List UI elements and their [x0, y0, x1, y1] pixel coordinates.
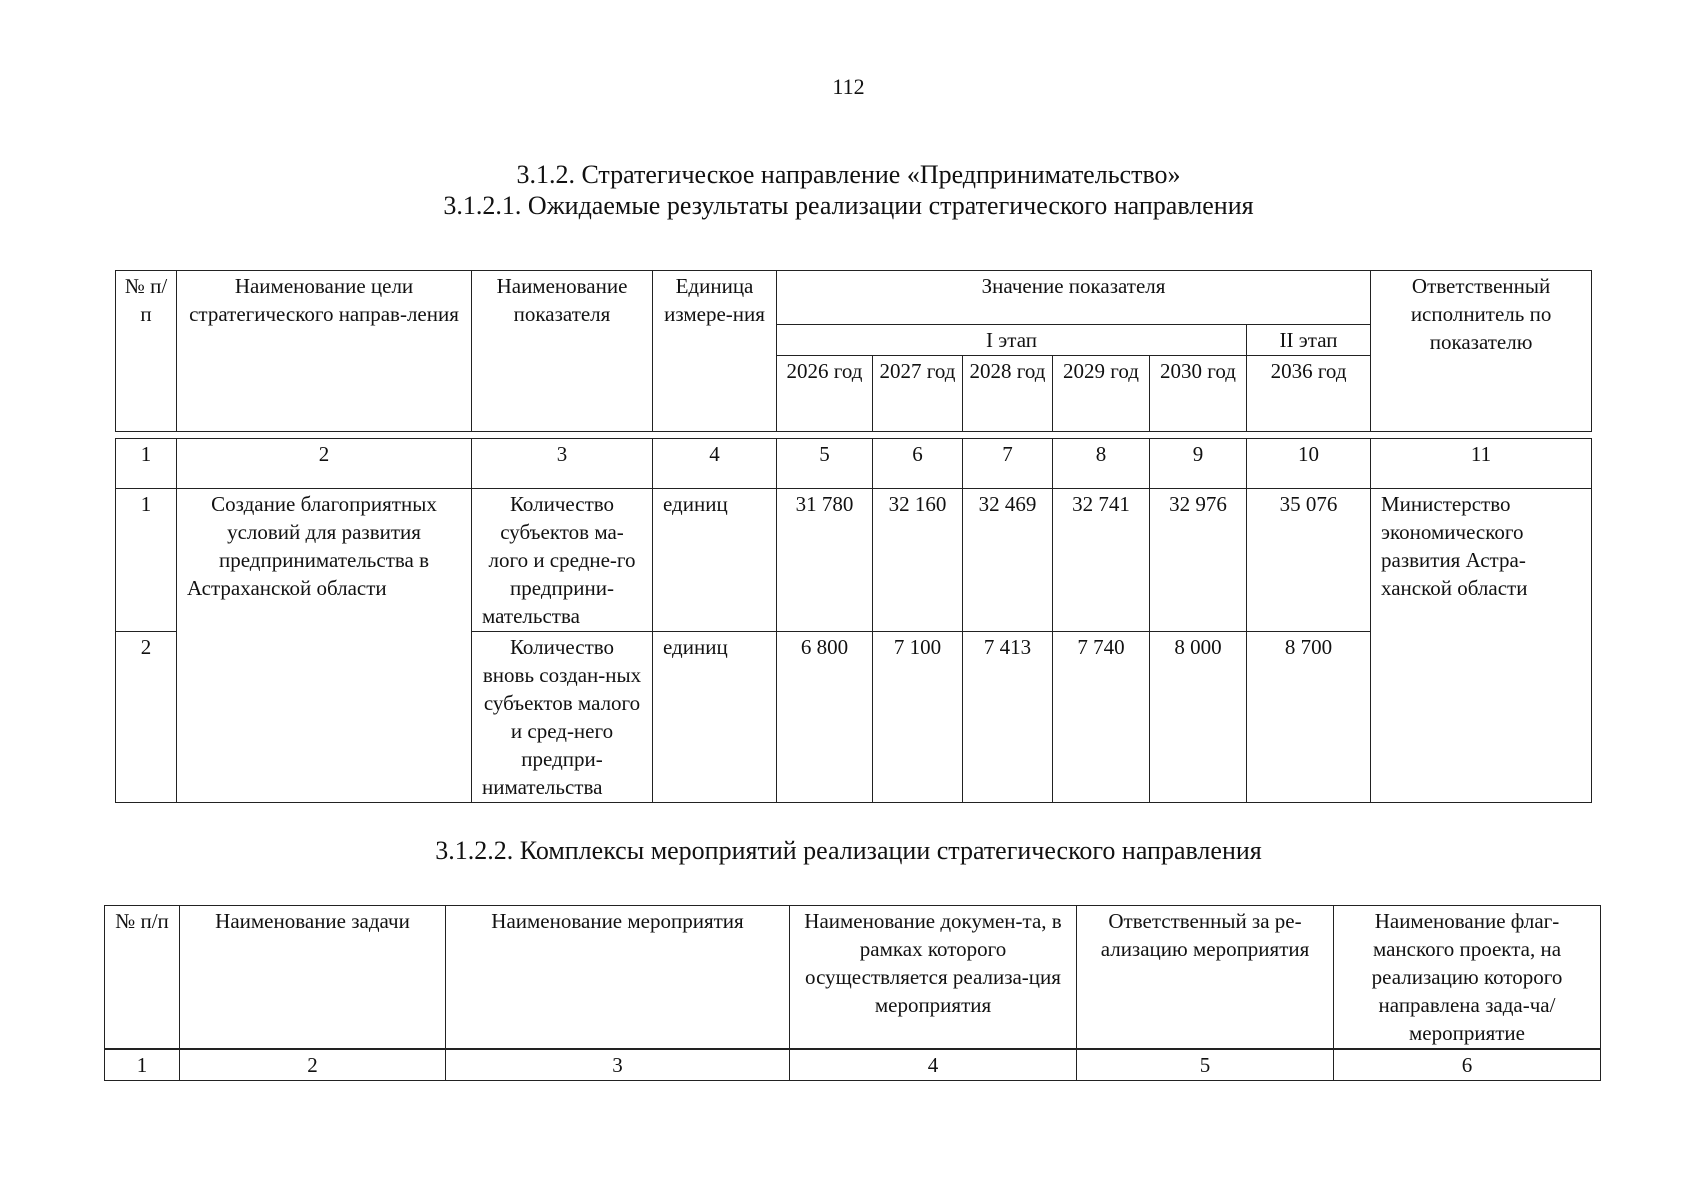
value-cell: 32 160: [873, 489, 963, 632]
header-indicator: Наименование показателя: [472, 271, 653, 432]
header-stage-2: II этап: [1247, 325, 1371, 356]
value-cell: 7 740: [1053, 632, 1150, 803]
value-cell: 8 700: [1247, 632, 1371, 803]
header-activity: Наименование мероприятия: [446, 906, 790, 1049]
subsection-heading-results: 3.1.2.1. Ожидаемые результаты реализации стратегического направления: [443, 191, 1254, 220]
column-index: 5: [777, 439, 873, 489]
column-index: 11: [1371, 439, 1592, 489]
value-cell: 32 469: [963, 489, 1053, 632]
activities-table-index: [104, 1049, 1601, 1081]
column-index: 2: [177, 439, 472, 489]
column-index: 3: [472, 439, 653, 489]
value-cell: 32 976: [1150, 489, 1247, 632]
column-index: 5: [1077, 1050, 1334, 1081]
indicator-name: Количество вновь создан-ных субъектов малого и сред-него предпри-нимательства: [472, 632, 653, 803]
activities-table-header: [104, 905, 1601, 1049]
row-number: 2: [116, 632, 177, 803]
table-row: [116, 489, 1592, 632]
header-responsible: Ответственный за ре-ализацию мероприятия: [1077, 906, 1334, 1049]
header-year: 2028 год: [963, 356, 1053, 432]
column-index: 4: [790, 1050, 1077, 1081]
header-unit: Единица измере-ния: [653, 271, 777, 432]
column-index: 8: [1053, 439, 1150, 489]
results-table-body: [115, 438, 1592, 803]
goal-name: Создание благоприятных условий для развития предпринимательства в Астраханской области: [177, 489, 472, 803]
unit: единиц: [653, 489, 777, 632]
column-index: 7: [963, 439, 1053, 489]
value-cell: 35 076: [1247, 489, 1371, 632]
column-index: 1: [116, 439, 177, 489]
column-index: 6: [1334, 1050, 1601, 1081]
responsible-executor: Министерство экономического развития Астра-ханской области: [1371, 489, 1592, 803]
header-responsible: Ответственный исполнитель по показателю: [1371, 271, 1592, 432]
column-index: 6: [873, 439, 963, 489]
header-year: 2030 год: [1150, 356, 1247, 432]
page-number: 112: [832, 74, 865, 99]
value-cell: 6 800: [777, 632, 873, 803]
header-year: 2029 год: [1053, 356, 1150, 432]
header-year: 2026 год: [777, 356, 873, 432]
header-no: № п/п: [116, 271, 177, 432]
section-heading: 3.1.2. Стратегическое направление «Предпринимательство»: [516, 160, 1181, 189]
header-task: Наименование задачи: [180, 906, 446, 1049]
header-year: 2036 год: [1247, 356, 1371, 432]
column-index: 4: [653, 439, 777, 489]
column-index: 9: [1150, 439, 1247, 489]
header-goal: Наименование цели стратегического направ-ления: [177, 271, 472, 432]
subsection-heading-activities: 3.1.2.2. Комплексы мероприятий реализации стратегического направления: [435, 836, 1262, 865]
header-year: 2027 год: [873, 356, 963, 432]
header-document: Наименование докумен-та, в рамках которого осуществляется реализа-ция мероприятия: [790, 906, 1077, 1049]
column-index: 3: [446, 1050, 790, 1081]
value-cell: 8 000: [1150, 632, 1247, 803]
header-no: № п/п: [105, 906, 180, 1049]
row-number: 1: [116, 489, 177, 632]
value-cell: 32 741: [1053, 489, 1150, 632]
value-cell: 7 413: [963, 632, 1053, 803]
column-index: 2: [180, 1050, 446, 1081]
column-index: 10: [1247, 439, 1371, 489]
value-cell: 7 100: [873, 632, 963, 803]
value-cell: 31 780: [777, 489, 873, 632]
header-value: Значение показателя: [777, 271, 1371, 325]
header-stage-1: I этап: [777, 325, 1247, 356]
column-index: 1: [105, 1050, 180, 1081]
indicator-name: Количество субъектов ма-лого и средне-го предприни-мательства: [472, 489, 653, 632]
header-flagship-project: Наименование флаг-манского проекта, на реализацию которого направлена зада-ча/мероприятие: [1334, 906, 1601, 1049]
results-table-header: [115, 270, 1592, 432]
unit: единиц: [653, 632, 777, 803]
